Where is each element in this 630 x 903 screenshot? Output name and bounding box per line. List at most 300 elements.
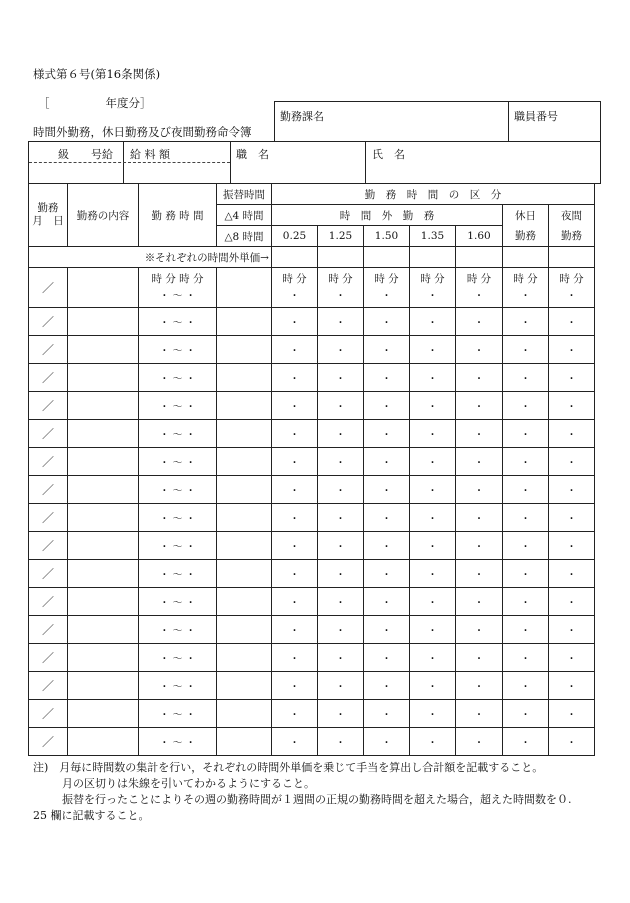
date-header: 勤務 月 日 bbox=[29, 184, 68, 247]
hm-dot: ・ bbox=[474, 290, 484, 302]
entry-row bbox=[29, 308, 595, 336]
date-mark: ／ bbox=[41, 371, 54, 385]
unit-price-cell[interactable] bbox=[272, 247, 318, 268]
hm-cell[interactable] bbox=[456, 532, 503, 560]
hm-cell[interactable] bbox=[503, 364, 549, 392]
overtime-header: 時 間 外 勤 務 bbox=[272, 205, 503, 226]
entry-row bbox=[29, 336, 595, 364]
content-cell[interactable] bbox=[68, 616, 139, 644]
hm-cell[interactable] bbox=[503, 476, 549, 504]
hm-cell[interactable] bbox=[456, 268, 503, 308]
hm-dot: ・ bbox=[335, 290, 346, 302]
hm-cell[interactable] bbox=[549, 364, 595, 392]
date-mark: ／ bbox=[41, 281, 54, 295]
hm-cell[interactable] bbox=[456, 616, 503, 644]
hours-cell[interactable] bbox=[139, 532, 217, 560]
content-cell[interactable] bbox=[68, 308, 139, 336]
date-cell[interactable] bbox=[29, 504, 68, 532]
hm-cell[interactable] bbox=[410, 308, 456, 336]
hm-cell[interactable] bbox=[549, 588, 595, 616]
hm-cell[interactable] bbox=[549, 672, 595, 700]
hm-dot: ・ bbox=[427, 514, 438, 525]
hm-cell[interactable] bbox=[410, 336, 456, 364]
hours-cell[interactable] bbox=[139, 448, 217, 476]
hm-cell[interactable] bbox=[410, 644, 456, 672]
hm-dot: ・ bbox=[289, 458, 300, 469]
hours-cell[interactable] bbox=[139, 672, 217, 700]
hm-cell[interactable] bbox=[318, 336, 364, 364]
date-cell[interactable] bbox=[29, 588, 68, 616]
substitute-cell[interactable] bbox=[217, 560, 272, 588]
unit-price-cell[interactable] bbox=[456, 247, 503, 268]
hm-dot: ・ bbox=[381, 514, 392, 525]
hm-dot: ・ bbox=[335, 458, 346, 469]
hm-cell[interactable] bbox=[318, 504, 364, 532]
hm-dot: ・ bbox=[335, 738, 346, 749]
hm-cell[interactable] bbox=[364, 504, 410, 532]
hm-cell[interactable] bbox=[410, 476, 456, 504]
hm-cell[interactable] bbox=[549, 644, 595, 672]
hm-dot: ・ bbox=[566, 542, 577, 553]
hm-cell[interactable] bbox=[410, 672, 456, 700]
hm-dot: ・ bbox=[289, 346, 300, 357]
hm-cell[interactable] bbox=[318, 588, 364, 616]
notes bbox=[33, 760, 603, 824]
substitute-cell[interactable] bbox=[217, 308, 272, 336]
hm-dot: ・ bbox=[520, 318, 531, 329]
hours-cell[interactable] bbox=[139, 336, 217, 364]
hm-dot: ・ bbox=[289, 290, 300, 302]
hm-cell[interactable] bbox=[410, 392, 456, 420]
content-cell[interactable] bbox=[68, 336, 139, 364]
hm-dot: ・ bbox=[335, 626, 346, 637]
date-mark: ／ bbox=[41, 539, 54, 553]
hm-cell[interactable] bbox=[456, 392, 503, 420]
hm-cell[interactable] bbox=[456, 728, 503, 756]
hm-cell[interactable] bbox=[272, 336, 318, 364]
hours-header: 勤 務 時 間 bbox=[139, 184, 217, 247]
hm-dot: ・ bbox=[566, 318, 577, 329]
date-cell[interactable] bbox=[29, 336, 68, 364]
hm-cell[interactable] bbox=[272, 728, 318, 756]
hm-cell[interactable] bbox=[503, 504, 549, 532]
entry-row bbox=[29, 420, 595, 448]
content-cell[interactable] bbox=[68, 392, 139, 420]
date-cell[interactable] bbox=[29, 616, 68, 644]
hm-cell[interactable] bbox=[364, 308, 410, 336]
date-cell[interactable] bbox=[29, 532, 68, 560]
content-cell[interactable] bbox=[68, 728, 139, 756]
hm-cell[interactable] bbox=[364, 616, 410, 644]
hm-dot: ・ bbox=[474, 514, 484, 525]
hm-dot: ・ bbox=[335, 402, 346, 413]
hm-cell[interactable] bbox=[272, 420, 318, 448]
hours-cell[interactable] bbox=[139, 728, 217, 756]
hm-cell[interactable] bbox=[364, 476, 410, 504]
hm-cell[interactable] bbox=[410, 504, 456, 532]
date-mark: ／ bbox=[41, 595, 54, 609]
hm-dot: ・ bbox=[381, 430, 392, 441]
hours-cell[interactable] bbox=[139, 700, 217, 728]
hm-dot: ・ bbox=[474, 570, 484, 581]
hm-cell[interactable] bbox=[272, 700, 318, 728]
hm-dot: ・ bbox=[566, 430, 577, 441]
substitute-cell[interactable] bbox=[217, 448, 272, 476]
hm-dot: ・ bbox=[335, 710, 346, 721]
hm-dot: ・ bbox=[566, 486, 577, 497]
hm-header: 時 分 bbox=[513, 272, 538, 285]
substitute-cell[interactable] bbox=[217, 728, 272, 756]
hm-cell[interactable] bbox=[503, 420, 549, 448]
unit-price-cell[interactable] bbox=[318, 247, 364, 268]
substitute-cell[interactable] bbox=[217, 616, 272, 644]
hm-dot: ・ bbox=[566, 374, 577, 385]
rate-1-60: 1.60 bbox=[456, 226, 503, 247]
hm-cell[interactable] bbox=[503, 448, 549, 476]
hm-dot: ・ bbox=[381, 402, 392, 413]
hm-cell[interactable] bbox=[364, 672, 410, 700]
hm-dot: ・ bbox=[335, 654, 346, 665]
hm-dot: ・ bbox=[566, 710, 577, 721]
hm-cell[interactable] bbox=[364, 420, 410, 448]
hm-dot: ・ bbox=[427, 738, 438, 749]
date-cell[interactable] bbox=[29, 268, 68, 308]
substitute-cell[interactable] bbox=[217, 392, 272, 420]
entry-row bbox=[29, 392, 595, 420]
hm-dot: ・ bbox=[520, 626, 531, 637]
hm-cell[interactable] bbox=[364, 644, 410, 672]
hm-dot: ・ bbox=[520, 682, 531, 693]
hm-cell[interactable] bbox=[456, 336, 503, 364]
hours-cell[interactable] bbox=[139, 392, 217, 420]
hm-dot: ・ bbox=[474, 458, 484, 469]
hm-cell[interactable] bbox=[364, 700, 410, 728]
hm-cell[interactable] bbox=[410, 448, 456, 476]
hm-cell[interactable] bbox=[318, 268, 364, 308]
substitute-cell[interactable] bbox=[217, 420, 272, 448]
hm-dot: ・ bbox=[335, 514, 346, 525]
content-cell[interactable] bbox=[68, 588, 139, 616]
hm-cell[interactable] bbox=[318, 420, 364, 448]
date-cell[interactable] bbox=[29, 560, 68, 588]
unit-price-label: ※それぞれの時間外単価→ bbox=[29, 247, 272, 268]
time-range: ・ ～ ・ bbox=[159, 486, 196, 497]
hm-cell[interactable] bbox=[503, 644, 549, 672]
hm-cell[interactable] bbox=[364, 268, 410, 308]
date-mark: ／ bbox=[41, 679, 54, 693]
hm-cell[interactable] bbox=[272, 532, 318, 560]
hm-dot: ・ bbox=[289, 430, 300, 441]
hm-cell[interactable] bbox=[410, 588, 456, 616]
note-line: 25 欄に記載すること。 bbox=[33, 809, 150, 822]
hm-cell[interactable] bbox=[549, 336, 595, 364]
content-cell[interactable] bbox=[68, 268, 139, 308]
hm-cell[interactable] bbox=[272, 560, 318, 588]
hm-dot: ・ bbox=[427, 542, 438, 553]
substitute-cell[interactable] bbox=[217, 672, 272, 700]
substitute-cell[interactable] bbox=[217, 336, 272, 364]
hm-header: 時 分 bbox=[328, 272, 353, 285]
hm-cell[interactable] bbox=[410, 700, 456, 728]
date-cell[interactable] bbox=[29, 644, 68, 672]
date-mark: ／ bbox=[41, 343, 54, 357]
hm-cell[interactable] bbox=[272, 616, 318, 644]
hm-cell[interactable] bbox=[503, 672, 549, 700]
hm-dot: ・ bbox=[427, 682, 438, 693]
position-label: 職 名 bbox=[236, 148, 269, 161]
hm-cell[interactable] bbox=[456, 504, 503, 532]
hm-cell[interactable] bbox=[456, 560, 503, 588]
rate-1-25: 1.25 bbox=[318, 226, 364, 247]
hm-cell[interactable] bbox=[549, 476, 595, 504]
content-cell[interactable] bbox=[68, 504, 139, 532]
content-cell[interactable] bbox=[68, 476, 139, 504]
hm-dot: ・ bbox=[289, 654, 300, 665]
hm-dot: ・ bbox=[474, 654, 484, 665]
hm-dot: ・ bbox=[335, 542, 346, 553]
hm-dot: ・ bbox=[427, 458, 438, 469]
hm-dot: ・ bbox=[474, 486, 484, 497]
hm-cell[interactable] bbox=[503, 268, 549, 308]
content-cell[interactable] bbox=[68, 420, 139, 448]
hours-cell[interactable] bbox=[139, 504, 217, 532]
hm-dot: ・ bbox=[335, 682, 346, 693]
unit-price-cell[interactable] bbox=[549, 247, 595, 268]
hm-cell[interactable] bbox=[272, 448, 318, 476]
substitute-cell[interactable] bbox=[217, 364, 272, 392]
hm-cell[interactable] bbox=[410, 364, 456, 392]
hm-cell[interactable] bbox=[456, 448, 503, 476]
hm-cell[interactable] bbox=[318, 532, 364, 560]
date-cell[interactable] bbox=[29, 420, 68, 448]
hours-cell[interactable] bbox=[139, 268, 217, 308]
hm-cell[interactable] bbox=[503, 532, 549, 560]
entry-row bbox=[29, 364, 595, 392]
hm-cell[interactable] bbox=[364, 532, 410, 560]
hm-cell[interactable] bbox=[549, 728, 595, 756]
fiscal-year-bracket: ［ bbox=[38, 96, 50, 110]
hm-dot: ・ bbox=[474, 430, 484, 441]
unit-price-cell[interactable] bbox=[364, 247, 410, 268]
hm-dot: ・ bbox=[289, 374, 300, 385]
hm-cell[interactable] bbox=[364, 728, 410, 756]
hm-dot: ・ bbox=[520, 430, 531, 441]
hm-cell[interactable] bbox=[549, 268, 595, 308]
date-mark: ／ bbox=[41, 455, 54, 469]
hm-cell[interactable] bbox=[272, 308, 318, 336]
hours-cell[interactable] bbox=[139, 560, 217, 588]
date-cell[interactable] bbox=[29, 448, 68, 476]
hm-cell[interactable] bbox=[503, 616, 549, 644]
overtime-table bbox=[28, 183, 595, 756]
hm-cell[interactable] bbox=[318, 364, 364, 392]
hm-cell[interactable] bbox=[318, 308, 364, 336]
hm-cell[interactable] bbox=[364, 364, 410, 392]
substitute-cell[interactable] bbox=[217, 644, 272, 672]
hm-cell[interactable] bbox=[410, 420, 456, 448]
hm-cell[interactable] bbox=[318, 476, 364, 504]
section-label: 勤務課名 bbox=[280, 110, 324, 123]
hm-cell[interactable] bbox=[318, 448, 364, 476]
hm-dot: ・ bbox=[427, 486, 438, 497]
content-cell[interactable] bbox=[68, 644, 139, 672]
fiscal-year-label: 年度分］ bbox=[105, 96, 152, 110]
hm-dot: ・ bbox=[427, 654, 438, 665]
hours-cell[interactable] bbox=[139, 364, 217, 392]
hm-dot: ・ bbox=[474, 710, 484, 721]
hm-cell[interactable] bbox=[318, 560, 364, 588]
entry-row bbox=[29, 728, 595, 756]
hm-cell[interactable] bbox=[364, 392, 410, 420]
substitute-cell[interactable] bbox=[217, 476, 272, 504]
hm-cell[interactable] bbox=[272, 392, 318, 420]
substitute-cell[interactable] bbox=[217, 532, 272, 560]
date-cell[interactable] bbox=[29, 672, 68, 700]
date-mark: ／ bbox=[41, 427, 54, 441]
hm-cell[interactable] bbox=[456, 476, 503, 504]
note-line: 注) 月毎に時間数の集計を行い，それぞれの時間外単価を乗じて手当を算出し合計額を記載すること。 bbox=[33, 761, 544, 774]
hm-dot: ・ bbox=[381, 346, 392, 357]
hm-cell[interactable] bbox=[549, 392, 595, 420]
date-cell[interactable] bbox=[29, 700, 68, 728]
hm-dot: ・ bbox=[520, 458, 531, 469]
date-cell[interactable] bbox=[29, 476, 68, 504]
hours-cell[interactable] bbox=[139, 616, 217, 644]
hm-dot: ・ bbox=[381, 682, 392, 693]
hm-cell[interactable] bbox=[318, 672, 364, 700]
hm-dot: ・ bbox=[381, 542, 392, 553]
hm-cell[interactable] bbox=[456, 364, 503, 392]
hm-cell[interactable] bbox=[364, 588, 410, 616]
hm-cell[interactable] bbox=[549, 420, 595, 448]
hm-cell[interactable] bbox=[456, 588, 503, 616]
hm-dot: ・ bbox=[566, 346, 577, 357]
content-cell[interactable] bbox=[68, 560, 139, 588]
date-mark: ／ bbox=[41, 399, 54, 413]
hm-cell[interactable] bbox=[410, 532, 456, 560]
hm-cell[interactable] bbox=[503, 308, 549, 336]
hm-cell[interactable] bbox=[410, 728, 456, 756]
hm-cell[interactable] bbox=[549, 308, 595, 336]
hm-cell[interactable] bbox=[410, 616, 456, 644]
hm-dot: ・ bbox=[289, 514, 300, 525]
time-range: ・ ～ ・ bbox=[159, 682, 196, 693]
hm-cell[interactable] bbox=[318, 644, 364, 672]
hm-cell[interactable] bbox=[549, 504, 595, 532]
time-range: ・ ～ ・ bbox=[159, 738, 196, 749]
hm-cell[interactable] bbox=[503, 392, 549, 420]
hm-cell[interactable] bbox=[318, 728, 364, 756]
hm-dot: ・ bbox=[381, 738, 392, 749]
hm-cell[interactable] bbox=[456, 308, 503, 336]
substitute-header: 振替時間 bbox=[217, 184, 272, 205]
date-mark: ／ bbox=[41, 651, 54, 665]
hm-header: 時 分 bbox=[420, 272, 445, 285]
entry-row bbox=[29, 588, 595, 616]
time-range: ・ ～ ・ bbox=[159, 318, 196, 329]
hm-cell[interactable] bbox=[272, 588, 318, 616]
hm-dot: ・ bbox=[474, 346, 484, 357]
date-cell[interactable] bbox=[29, 392, 68, 420]
hm-dot: ・ bbox=[427, 710, 438, 721]
hm-cell[interactable] bbox=[456, 420, 503, 448]
hm-cell[interactable] bbox=[503, 700, 549, 728]
date-cell[interactable] bbox=[29, 364, 68, 392]
hm-cell[interactable] bbox=[272, 476, 318, 504]
hm-cell[interactable] bbox=[549, 448, 595, 476]
hours-cell[interactable] bbox=[139, 644, 217, 672]
hm-dot: ・ bbox=[381, 486, 392, 497]
hm-dot: ・ bbox=[566, 570, 577, 581]
hm-dot: ・ bbox=[289, 402, 300, 413]
hm-cell[interactable] bbox=[272, 644, 318, 672]
hm-cell[interactable] bbox=[456, 700, 503, 728]
substitute-cell[interactable] bbox=[217, 504, 272, 532]
hm-cell[interactable] bbox=[503, 728, 549, 756]
unit-price-cell[interactable] bbox=[410, 247, 456, 268]
hm-cell[interactable] bbox=[272, 504, 318, 532]
hm-cell[interactable] bbox=[272, 364, 318, 392]
content-cell[interactable] bbox=[68, 700, 139, 728]
hm-cell[interactable] bbox=[318, 392, 364, 420]
hm-header: 時 分 bbox=[374, 272, 399, 285]
hm-dot: ・ bbox=[427, 290, 438, 302]
substitute-cell[interactable] bbox=[217, 700, 272, 728]
date-cell[interactable] bbox=[29, 308, 68, 336]
date-cell[interactable] bbox=[29, 728, 68, 756]
hm-cell[interactable] bbox=[410, 268, 456, 308]
content-cell[interactable] bbox=[68, 364, 139, 392]
hm-cell[interactable] bbox=[503, 588, 549, 616]
substitute-cell[interactable] bbox=[217, 268, 272, 308]
hm-dot: ・ bbox=[381, 626, 392, 637]
rate-0-25: 0.25 bbox=[272, 226, 318, 247]
hours-cell[interactable] bbox=[139, 588, 217, 616]
hm-dot: ・ bbox=[474, 402, 484, 413]
hm-cell[interactable] bbox=[549, 700, 595, 728]
hm-cell[interactable] bbox=[318, 700, 364, 728]
hm-cell[interactable] bbox=[364, 336, 410, 364]
hm-cell[interactable] bbox=[549, 532, 595, 560]
hours-cell[interactable] bbox=[139, 308, 217, 336]
content-cell[interactable] bbox=[68, 448, 139, 476]
hm-cell[interactable] bbox=[456, 672, 503, 700]
hm-dot: ・ bbox=[520, 514, 531, 525]
hours-cell[interactable] bbox=[139, 420, 217, 448]
hours-cell[interactable] bbox=[139, 476, 217, 504]
hm-cell[interactable] bbox=[503, 336, 549, 364]
hm-dot: ・ bbox=[427, 346, 438, 357]
hm-cell[interactable] bbox=[410, 560, 456, 588]
unit-price-cell[interactable] bbox=[503, 247, 549, 268]
content-cell[interactable] bbox=[68, 672, 139, 700]
hm-dot: ・ bbox=[474, 598, 484, 609]
hm-cell[interactable] bbox=[549, 560, 595, 588]
hm-cell[interactable] bbox=[272, 268, 318, 308]
hm-cell[interactable] bbox=[364, 560, 410, 588]
hm-cell[interactable] bbox=[272, 672, 318, 700]
content-cell[interactable] bbox=[68, 532, 139, 560]
hm-cell[interactable] bbox=[503, 560, 549, 588]
hm-cell[interactable] bbox=[549, 616, 595, 644]
hm-cell[interactable] bbox=[364, 448, 410, 476]
hm-dot: ・ bbox=[335, 318, 346, 329]
hm-cell[interactable] bbox=[318, 616, 364, 644]
hm-dot: ・ bbox=[289, 682, 300, 693]
substitute-cell[interactable] bbox=[217, 588, 272, 616]
hm-cell[interactable] bbox=[456, 644, 503, 672]
hm-dot: ・ bbox=[381, 374, 392, 385]
